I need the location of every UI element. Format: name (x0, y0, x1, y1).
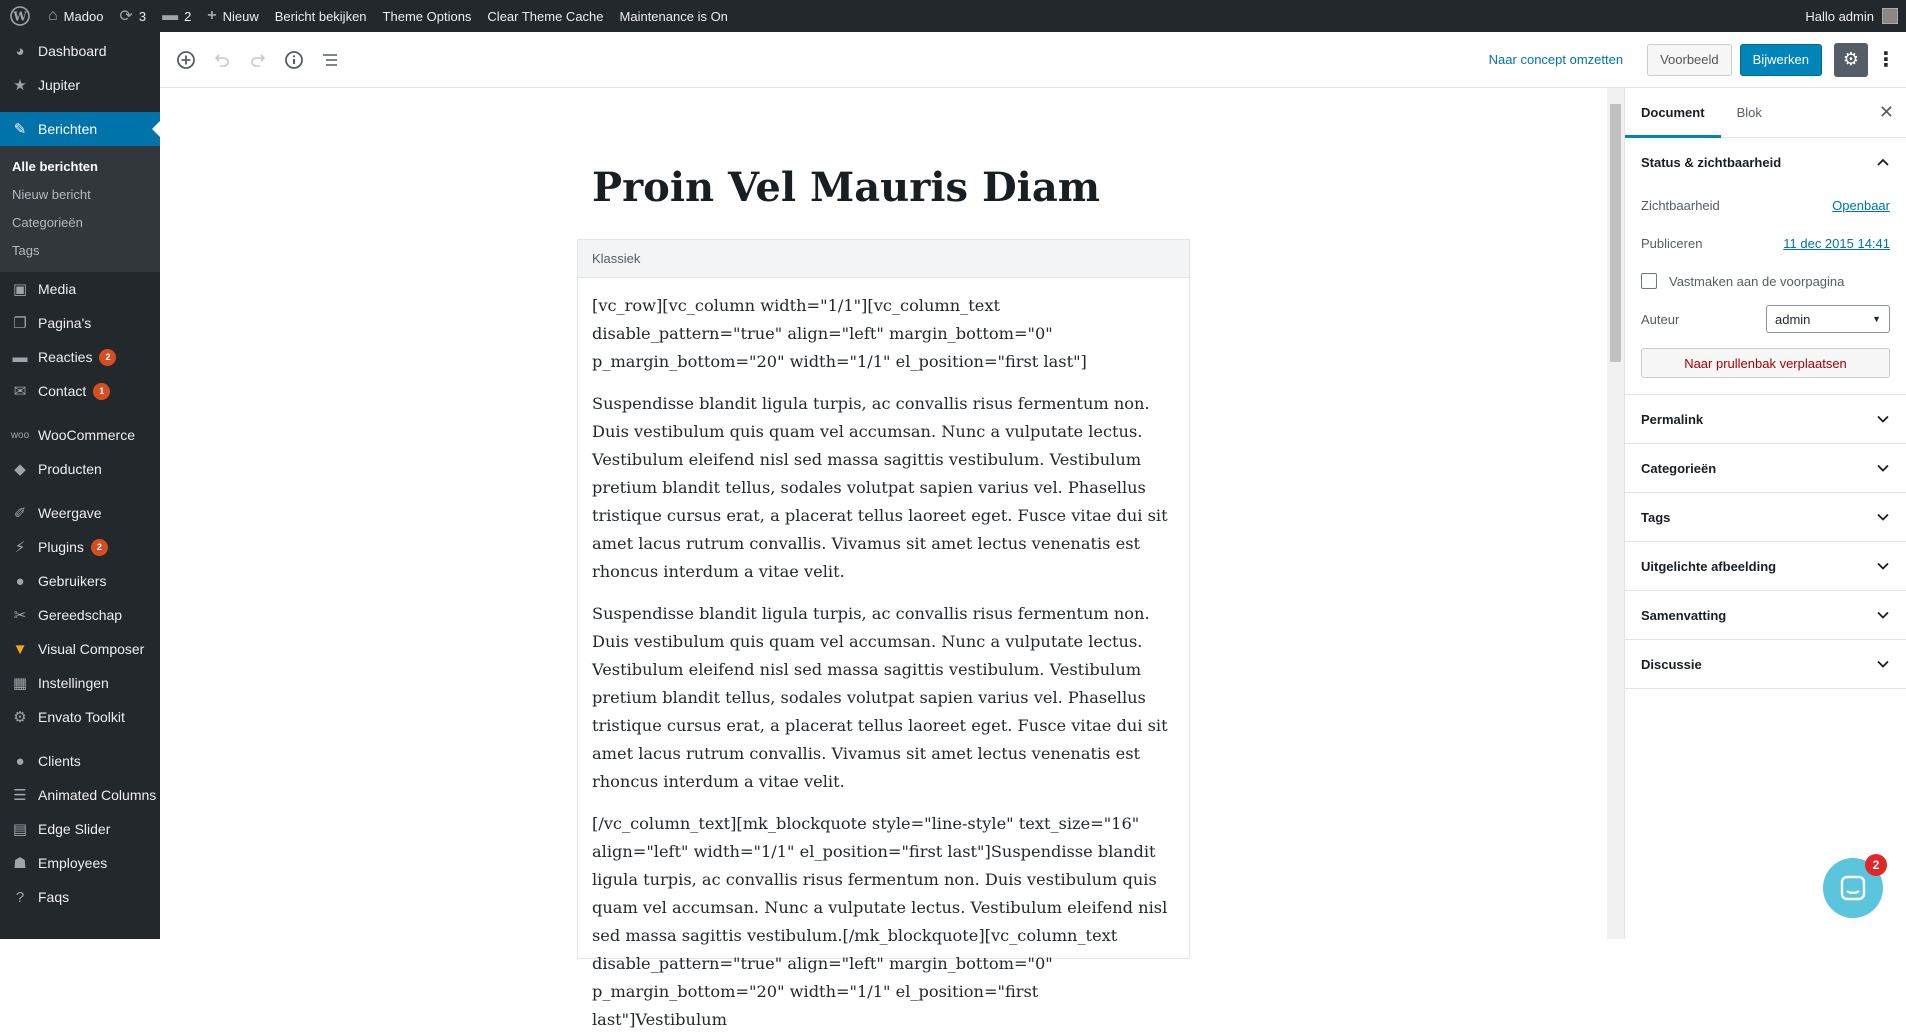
menu-employees[interactable] (0, 846, 160, 880)
menu-producten[interactable] (0, 452, 160, 486)
chat-icon (1839, 874, 1867, 902)
menu-edge-slider[interactable] (0, 812, 160, 846)
chevron-up-icon (1876, 155, 1890, 169)
chevron-down-icon (1876, 461, 1890, 475)
tab-block[interactable]: Blok (1736, 105, 1762, 120)
panel-title: Tags (1641, 509, 1671, 525)
slider-icon: ▤ (12, 821, 28, 838)
avatar (1882, 8, 1898, 24)
menu-label: Faqs (38, 889, 70, 905)
wordpress-logo[interactable] (0, 0, 40, 32)
products-icon: ◆ (14, 461, 26, 478)
update-button[interactable]: Bijwerken (1740, 44, 1822, 76)
info-icon (284, 50, 304, 70)
greeting: Hallo admin (1805, 8, 1874, 24)
content-paragraph: Suspendisse blandit ligula turpis, ac convallis risus fermentum non. Duis vestibulum quis quam vel accumsan. Nunc a vulputate lectus. Vestibulum eleifend nisl sed massa sagittis vestibulum. Vestibulum pretium blandit tellus, sodales volutpat sapien varius vel. Phasellus tristique cursus erat, a placerat tellus laoreet eget. Fusce vitae dui sit amet lacus rutrum convallis. Vivamus sit amet lectus venenatis est rhoncus interdum a vitae velit. (592, 604, 1168, 791)
admin-menu (0, 32, 160, 939)
outline-button[interactable] (312, 42, 348, 78)
menu-label: Clients (38, 753, 81, 769)
editor-canvas (160, 88, 1606, 1029)
content-paragraph: Suspendisse blandit ligula turpis, ac convallis risus fermentum non. Duis vestibulum quis quam vel accumsan. Nunc a vulputate lectus. Vestibulum eleifend nisl sed massa sagittis vestibulum. Vestibulum pretium blandit tellus, sodales volutpat sapien varius vel. Phasellus tristique cursus erat, a placerat tellus laoreet eget. Fusce vitae dui sit amet lacus rutrum convallis. Vivamus sit amet lectus venenatis est rhoncus interdum a vitae velit. (592, 394, 1168, 581)
clear-cache-link[interactable]: Clear Theme Cache (487, 8, 604, 24)
editor-toolbar (160, 32, 1906, 88)
clients-icon: ● (15, 752, 25, 770)
content-paragraph: [vc_row][vc_column width="1/1"][vc_column_text disable_pattern="true" align="left" margin_bottom="0" p_margin_bottom="20" width="1/1" el_position="first last"] (592, 296, 1087, 371)
new-label: Nieuw (222, 8, 259, 24)
pages-icon: ❐ (13, 315, 27, 332)
classic-block[interactable] (577, 239, 1190, 1029)
menu-label: Pagina's (38, 315, 92, 331)
employees-icon: ☗ (13, 855, 27, 872)
author-label: Auteur (1641, 311, 1680, 327)
panel-title: Categorieën (1641, 460, 1717, 476)
admin-bar (0, 0, 1906, 32)
panel-title: Status & zichtbaarheid (1641, 154, 1782, 170)
author-value: admin (1775, 311, 1811, 327)
panel-title: Discussie (1641, 656, 1702, 672)
post-title[interactable]: Proin Vel Mauris Diam (592, 164, 1101, 211)
panel-permalink[interactable] (1625, 395, 1906, 444)
classic-block-content[interactable] (578, 278, 1189, 1034)
menu-label: Employees (38, 855, 108, 871)
updates-icon: ⟳ (119, 8, 133, 25)
media-icon: ▣ (12, 281, 28, 298)
menu-label: Envato Toolkit (38, 709, 125, 725)
plus-icon: + (207, 7, 217, 24)
woocommerce-icon: woo (10, 429, 30, 441)
site-name-link[interactable] (40, 0, 111, 32)
author-row (1641, 300, 1890, 338)
chevron-down-icon (1876, 510, 1890, 524)
add-block-button[interactable] (168, 42, 204, 78)
menu-faqs[interactable] (0, 880, 160, 914)
plugin-icon: ⚡ (14, 539, 26, 556)
visibility-label: Zichtbaarheid (1641, 197, 1720, 213)
content-paragraph: [/vc_column_text][mk_blockquote style="line-style" text_size="16" align="left" width="1/1" el_position="first last"]Suspendisse blandit ligula turpis, ac convallis risus fermentum non. Duis vestibulum quis quam vel accumsan. Nunc a vulputate lectus. Vestibulum eleifend nisl sed massa sagittis vestibulum.[/mk_blockquote][vc_column_text disable_pattern="true" align="left" margin_bottom="0" p_margin_bottom="20" width="1/1" el_position="first last"]Vestibulum (592, 814, 1168, 1029)
menu-plugins[interactable] (0, 530, 160, 564)
menu-label: Instellingen (38, 675, 109, 691)
panel-categories[interactable] (1625, 444, 1906, 493)
menu-label: Visual Composer (38, 641, 145, 657)
switch-to-draft-button[interactable]: Naar concept omzetten (1488, 52, 1624, 67)
menu-label: Producten (38, 461, 102, 477)
tab-document[interactable]: Document (1625, 88, 1721, 138)
menu-woocommerce[interactable] (0, 418, 160, 452)
site-name: Madoo (63, 8, 104, 24)
panel-tags[interactable] (1625, 493, 1906, 542)
wordpress-icon (10, 6, 30, 26)
submenu-categorieen[interactable]: Categorieën (12, 214, 83, 230)
panel-excerpt[interactable] (1625, 591, 1906, 640)
sticky-checkbox[interactable] (1641, 273, 1657, 289)
redo-icon (249, 51, 267, 69)
panel-title: Samenvatting (1641, 607, 1727, 623)
menu-instellingen[interactable] (0, 666, 160, 700)
tools-icon: ✂ (13, 607, 27, 624)
menu-jupiter[interactable] (0, 68, 160, 102)
menu-label: Dashboard (38, 43, 107, 59)
menu-label: Animated Columns (38, 787, 157, 803)
info-button[interactable] (276, 42, 312, 78)
menu-berichten[interactable] (0, 112, 160, 146)
updates-count: 3 (138, 8, 147, 24)
submenu-alle-berichten[interactable]: Alle berichten (12, 158, 98, 174)
comments-count: 2 (184, 8, 192, 24)
menu-weergave[interactable] (0, 496, 160, 530)
theme-options-link[interactable]: Theme Options (382, 8, 472, 24)
redo-button[interactable] (240, 42, 276, 78)
more-vertical-icon: ⋮ (1876, 49, 1896, 71)
panel-title: Permalink (1641, 411, 1704, 427)
plus-circle-icon (176, 50, 196, 70)
menu-label: Gereedschap (38, 607, 123, 623)
account-link[interactable] (1805, 8, 1906, 24)
new-content-link[interactable] (199, 0, 266, 32)
close-icon[interactable]: ✕ (1878, 102, 1894, 122)
menu-visual-composer[interactable] (0, 632, 160, 666)
panel-featured-image[interactable] (1625, 542, 1906, 591)
scrollbar-thumb[interactable] (1610, 104, 1621, 362)
pin-icon: ✎ (13, 121, 27, 138)
chat-launcher-button[interactable] (1823, 858, 1883, 918)
menu-label: Plugins (38, 539, 84, 555)
menu-clients[interactable] (0, 744, 160, 778)
menu-label: Contact (38, 383, 87, 399)
menu-gebruikers[interactable] (0, 564, 160, 598)
comments-icon: ▬ (12, 348, 28, 366)
publish-row (1641, 224, 1890, 262)
dashboard-icon: ◕ (15, 42, 25, 60)
more-menu-button[interactable] (1874, 43, 1898, 77)
comment-icon: ▬ (162, 7, 179, 24)
menu-paginas[interactable] (0, 306, 160, 340)
undo-icon (213, 51, 231, 69)
caret-down-icon: ▼ (1872, 314, 1881, 324)
visual-composer-icon: ▼ (12, 640, 28, 658)
users-icon: ● (15, 572, 25, 590)
menu-dashboard[interactable] (0, 34, 160, 68)
list-icon (321, 51, 339, 69)
menu-contact[interactable] (0, 374, 160, 408)
settings-button[interactable] (1834, 43, 1868, 77)
updates-link[interactable] (111, 0, 154, 32)
menu-label: Gebruikers (38, 573, 107, 589)
menu-label: Berichten (38, 121, 98, 137)
classic-block-toolbar (578, 240, 1189, 278)
menu-label: Jupiter (38, 77, 81, 93)
menu-reacties[interactable] (0, 340, 160, 374)
berichten-submenu (0, 146, 160, 272)
help-icon: ? (15, 888, 25, 906)
sticky-label: Vastmaken aan de voorpagina (1669, 273, 1845, 289)
canvas-scrollbar[interactable] (1607, 88, 1624, 939)
mail-icon: ✉ (13, 383, 27, 400)
author-select[interactable] (1766, 305, 1890, 333)
menu-label: Media (38, 281, 77, 297)
publish-label: Publiceren (1641, 235, 1703, 251)
chat-badge: 2 (1865, 854, 1887, 876)
chevron-down-icon (1876, 608, 1890, 622)
panel-discussion[interactable] (1625, 640, 1906, 689)
preview-button[interactable]: Voorbeeld (1647, 44, 1732, 76)
svg-text:W: W (13, 9, 27, 24)
sidebar-tabs (1625, 88, 1906, 138)
columns-icon: ☰ (13, 787, 27, 804)
star-icon: ★ (13, 77, 27, 94)
sticky-row (1641, 262, 1890, 300)
menu-label: WooCommerce (38, 427, 135, 443)
undo-button[interactable] (204, 42, 240, 78)
panel-status-visibility (1625, 138, 1906, 395)
settings-sidebar (1624, 88, 1906, 939)
comments-link[interactable] (154, 0, 199, 32)
submenu-tags[interactable]: Tags (12, 242, 40, 258)
appearance-icon: ✐ (13, 505, 27, 522)
menu-envato[interactable] (0, 700, 160, 734)
home-icon: ⌂ (48, 7, 58, 24)
comments-badge: 2 (99, 349, 116, 366)
menu-gereedschap[interactable] (0, 598, 160, 632)
submenu-nieuw-bericht[interactable]: Nieuw bericht (12, 186, 91, 202)
settings-icon: ▦ (12, 675, 28, 692)
contact-badge: 1 (93, 383, 110, 400)
gear-icon: ⚙ (1842, 49, 1860, 69)
visibility-link[interactable]: Openbaar (1832, 197, 1890, 213)
plugins-badge: 2 (91, 539, 108, 556)
view-post-link[interactable]: Bericht bekijken (274, 8, 367, 24)
visibility-row (1641, 186, 1890, 224)
classic-block-label: Klassiek (592, 251, 641, 266)
move-to-trash-button[interactable]: Naar prullenbak verplaatsen (1641, 348, 1890, 378)
chevron-down-icon (1876, 657, 1890, 671)
chevron-down-icon (1876, 559, 1890, 573)
panel-toggle-status[interactable] (1625, 138, 1906, 186)
chevron-down-icon (1876, 412, 1890, 426)
menu-label: Reacties (38, 349, 93, 365)
gear-icon: ⚙ (13, 709, 27, 726)
maintenance-link[interactable]: Maintenance is On (619, 8, 728, 24)
panel-title: Uitgelichte afbeelding (1641, 558, 1777, 574)
menu-label: Weergave (38, 505, 102, 521)
publish-date-link[interactable]: 11 dec 2015 14:41 (1783, 235, 1890, 251)
menu-media[interactable] (0, 272, 160, 306)
menu-label: Edge Slider (38, 821, 111, 837)
menu-animated-columns[interactable] (0, 778, 160, 812)
